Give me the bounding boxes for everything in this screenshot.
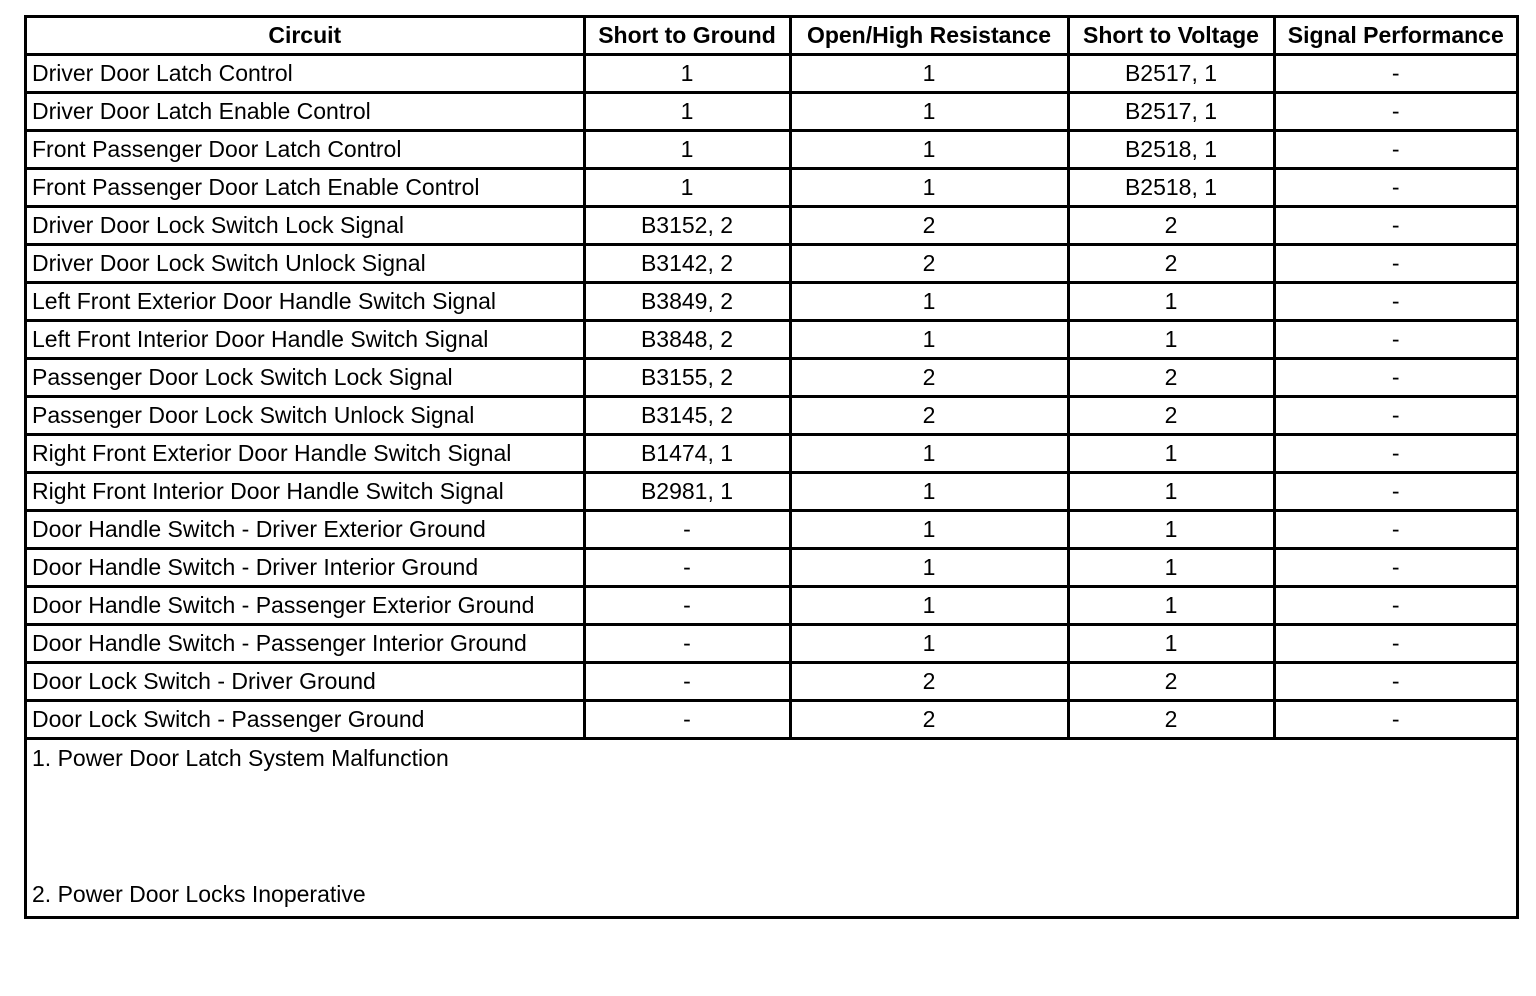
circuit-cell: Door Lock Switch - Passenger Ground bbox=[27, 701, 584, 738]
short-to-ground-cell: 1 bbox=[584, 55, 790, 93]
table-header-row bbox=[27, 18, 1516, 55]
short-to-voltage-cell: 1 bbox=[1068, 321, 1274, 359]
short-to-ground-cell: - bbox=[584, 701, 790, 738]
circuit-cell: Door Handle Switch - Passenger Interior Ground bbox=[27, 625, 584, 663]
short-to-ground-cell: B2981, 1 bbox=[584, 473, 790, 511]
signal-performance-cell: - bbox=[1274, 549, 1516, 587]
signal-performance-cell: - bbox=[1274, 55, 1516, 93]
signal-performance-cell: - bbox=[1274, 169, 1516, 207]
short-to-voltage-cell: 2 bbox=[1068, 245, 1274, 283]
short-to-voltage-cell: 1 bbox=[1068, 549, 1274, 587]
signal-performance-cell: - bbox=[1274, 625, 1516, 663]
open-high-resistance-cell: 2 bbox=[790, 397, 1068, 435]
short-to-voltage-cell: 1 bbox=[1068, 435, 1274, 473]
circuit-cell: Passenger Door Lock Switch Unlock Signal bbox=[27, 397, 584, 435]
short-to-ground-cell: 1 bbox=[584, 131, 790, 169]
table-row bbox=[27, 245, 1516, 283]
signal-performance-cell: - bbox=[1274, 131, 1516, 169]
circuit-cell: Door Handle Switch - Driver Exterior Ground bbox=[27, 511, 584, 549]
table-row bbox=[27, 549, 1516, 587]
signal-performance-cell: - bbox=[1274, 435, 1516, 473]
table-row bbox=[27, 663, 1516, 701]
table-row bbox=[27, 701, 1516, 738]
short-to-voltage-cell: 1 bbox=[1068, 511, 1274, 549]
short-to-ground-cell: B3152, 2 bbox=[584, 207, 790, 245]
open-high-resistance-cell: 1 bbox=[790, 93, 1068, 131]
short-to-voltage-cell: 2 bbox=[1068, 701, 1274, 738]
open-high-resistance-cell: 1 bbox=[790, 625, 1068, 663]
short-to-ground-cell: - bbox=[584, 663, 790, 701]
table-row bbox=[27, 625, 1516, 663]
open-high-resistance-cell: 2 bbox=[790, 359, 1068, 397]
header-circuit: Circuit bbox=[27, 18, 584, 55]
short-to-ground-cell: B3849, 2 bbox=[584, 283, 790, 321]
circuit-cell: Right Front Exterior Door Handle Switch Signal bbox=[27, 435, 584, 473]
short-to-ground-cell: 1 bbox=[584, 93, 790, 131]
table-row bbox=[27, 131, 1516, 169]
short-to-ground-cell: B3142, 2 bbox=[584, 245, 790, 283]
short-to-ground-cell: - bbox=[584, 587, 790, 625]
short-to-voltage-cell: 2 bbox=[1068, 397, 1274, 435]
open-high-resistance-cell: 2 bbox=[790, 701, 1068, 738]
short-to-voltage-cell: 1 bbox=[1068, 473, 1274, 511]
circuit-cell: Driver Door Lock Switch Unlock Signal bbox=[27, 245, 584, 283]
note-2: 2. Power Door Locks Inoperative bbox=[32, 881, 366, 907]
open-high-resistance-cell: 2 bbox=[790, 245, 1068, 283]
short-to-voltage-cell: B2518, 1 bbox=[1068, 131, 1274, 169]
table-row bbox=[27, 321, 1516, 359]
table-row bbox=[27, 207, 1516, 245]
short-to-ground-cell: B3145, 2 bbox=[584, 397, 790, 435]
open-high-resistance-cell: 1 bbox=[790, 587, 1068, 625]
circuit-cell: Door Handle Switch - Passenger Exterior Ground bbox=[27, 587, 584, 625]
short-to-ground-cell: - bbox=[584, 549, 790, 587]
table-row bbox=[27, 93, 1516, 131]
table-row bbox=[27, 473, 1516, 511]
short-to-ground-cell: B3155, 2 bbox=[584, 359, 790, 397]
open-high-resistance-cell: 1 bbox=[790, 473, 1068, 511]
table-body bbox=[27, 55, 1516, 738]
open-high-resistance-cell: 2 bbox=[790, 207, 1068, 245]
notes-section bbox=[27, 737, 1516, 916]
open-high-resistance-cell: 1 bbox=[790, 435, 1068, 473]
table-row bbox=[27, 283, 1516, 321]
circuit-cell: Door Lock Switch - Driver Ground bbox=[27, 663, 584, 701]
short-to-voltage-cell: 1 bbox=[1068, 625, 1274, 663]
open-high-resistance-cell: 2 bbox=[790, 663, 1068, 701]
table-row bbox=[27, 397, 1516, 435]
signal-performance-cell: - bbox=[1274, 663, 1516, 701]
circuit-fault-table bbox=[27, 18, 1516, 737]
short-to-voltage-cell: B2517, 1 bbox=[1068, 93, 1274, 131]
short-to-voltage-cell: B2518, 1 bbox=[1068, 169, 1274, 207]
header-short-to-ground: Short to Ground bbox=[584, 18, 790, 55]
table-row bbox=[27, 511, 1516, 549]
circuit-cell: Door Handle Switch - Driver Interior Ground bbox=[27, 549, 584, 587]
circuit-cell: Driver Door Latch Enable Control bbox=[27, 93, 584, 131]
short-to-voltage-cell: B2517, 1 bbox=[1068, 55, 1274, 93]
circuit-cell: Driver Door Latch Control bbox=[27, 55, 584, 93]
short-to-ground-cell: - bbox=[584, 511, 790, 549]
header-short-to-voltage: Short to Voltage bbox=[1068, 18, 1274, 55]
note-1: 1. Power Door Latch System Malfunction bbox=[32, 745, 449, 771]
table-row bbox=[27, 169, 1516, 207]
signal-performance-cell: - bbox=[1274, 321, 1516, 359]
short-to-ground-cell: B3848, 2 bbox=[584, 321, 790, 359]
header-signal-performance: Signal Performance bbox=[1274, 18, 1516, 55]
short-to-voltage-cell: 2 bbox=[1068, 207, 1274, 245]
open-high-resistance-cell: 1 bbox=[790, 511, 1068, 549]
circuit-cell: Right Front Interior Door Handle Switch Signal bbox=[27, 473, 584, 511]
signal-performance-cell: - bbox=[1274, 359, 1516, 397]
signal-performance-cell: - bbox=[1274, 207, 1516, 245]
signal-performance-cell: - bbox=[1274, 245, 1516, 283]
short-to-ground-cell: B1474, 1 bbox=[584, 435, 790, 473]
circuit-cell: Driver Door Lock Switch Lock Signal bbox=[27, 207, 584, 245]
circuit-cell: Front Passenger Door Latch Control bbox=[27, 131, 584, 169]
open-high-resistance-cell: 1 bbox=[790, 55, 1068, 93]
table-row bbox=[27, 359, 1516, 397]
signal-performance-cell: - bbox=[1274, 283, 1516, 321]
short-to-ground-cell: - bbox=[584, 625, 790, 663]
signal-performance-cell: - bbox=[1274, 511, 1516, 549]
short-to-voltage-cell: 2 bbox=[1068, 359, 1274, 397]
table-row bbox=[27, 435, 1516, 473]
open-high-resistance-cell: 1 bbox=[790, 169, 1068, 207]
signal-performance-cell: - bbox=[1274, 473, 1516, 511]
open-high-resistance-cell: 1 bbox=[790, 131, 1068, 169]
short-to-voltage-cell: 2 bbox=[1068, 663, 1274, 701]
circuit-cell: Passenger Door Lock Switch Lock Signal bbox=[27, 359, 584, 397]
circuit-cell: Left Front Exterior Door Handle Switch Signal bbox=[27, 283, 584, 321]
signal-performance-cell: - bbox=[1274, 701, 1516, 738]
short-to-voltage-cell: 1 bbox=[1068, 283, 1274, 321]
open-high-resistance-cell: 1 bbox=[790, 549, 1068, 587]
table-row bbox=[27, 587, 1516, 625]
diagnostic-table-frame bbox=[24, 15, 1519, 919]
table-row bbox=[27, 55, 1516, 93]
signal-performance-cell: - bbox=[1274, 93, 1516, 131]
open-high-resistance-cell: 1 bbox=[790, 321, 1068, 359]
signal-performance-cell: - bbox=[1274, 587, 1516, 625]
circuit-cell: Front Passenger Door Latch Enable Control bbox=[27, 169, 584, 207]
circuit-cell: Left Front Interior Door Handle Switch Signal bbox=[27, 321, 584, 359]
short-to-voltage-cell: 1 bbox=[1068, 587, 1274, 625]
signal-performance-cell: - bbox=[1274, 397, 1516, 435]
header-open-high-resistance: Open/High Resistance bbox=[790, 18, 1068, 55]
open-high-resistance-cell: 1 bbox=[790, 283, 1068, 321]
short-to-ground-cell: 1 bbox=[584, 169, 790, 207]
